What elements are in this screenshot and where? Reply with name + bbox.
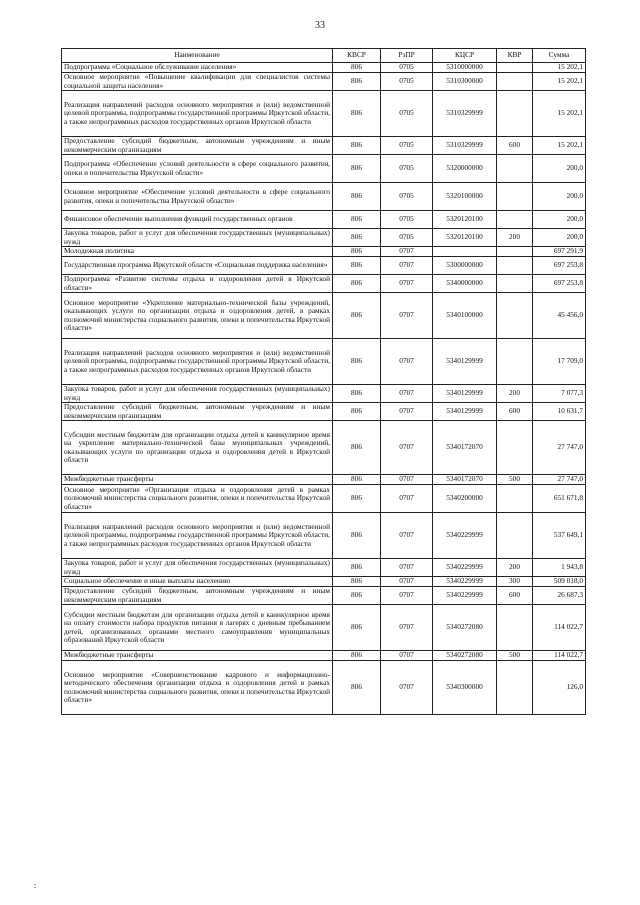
row-name-cell: Основное мероприятие «Укрепление материально-технической базы учреждений, оказывающих услуги по организации отдыха и оздоровления детей, в рамках полномочий министерства социального развития, опеки и попечительства Иркутской области» — [62, 293, 333, 339]
row-sum-cell: 200,0 — [533, 211, 586, 229]
row-kcsr-cell: 5340100000 — [433, 293, 497, 339]
row-kcsr-cell: 5310300000 — [433, 73, 497, 91]
row-kvr-cell: 600 — [497, 137, 533, 155]
row-kvsr-cell: 806 — [333, 229, 381, 247]
row-sum-cell: 10 631,7 — [533, 403, 586, 421]
row-kvsr-cell: 806 — [333, 475, 381, 485]
table-row — [62, 257, 586, 275]
table-row — [62, 661, 586, 715]
row-rzpr-cell: 0705 — [381, 211, 433, 229]
row-kvsr-cell: 806 — [333, 91, 381, 137]
row-kvr-cell — [497, 257, 533, 275]
row-kvr-cell — [497, 293, 533, 339]
table-row — [62, 651, 586, 661]
row-kvr-cell — [497, 63, 533, 73]
row-sum-cell: 651 671,8 — [533, 485, 586, 513]
row-rzpr-cell: 0705 — [381, 63, 433, 73]
row-sum-cell: 200,0 — [533, 183, 586, 211]
row-rzpr-cell: 0707 — [381, 485, 433, 513]
row-sum-cell: 537 649,1 — [533, 513, 586, 559]
table-row — [62, 339, 586, 385]
row-rzpr-cell: 0705 — [381, 229, 433, 247]
row-kcsr-cell: 5320000000 — [433, 155, 497, 183]
row-kvsr-cell: 806 — [333, 403, 381, 421]
row-kvr-cell — [497, 91, 533, 137]
row-name-cell: Субсидии местным бюджетам для организации отдыха детей в каникулярное время на оплату стоимости набора продуктов питания в лагерях с дневным пребыванием детей, организованных органами местного самоуправления муниципальных образований Иркутской области — [62, 605, 333, 651]
table-row — [62, 605, 586, 651]
row-kvsr-cell: 806 — [333, 421, 381, 475]
row-name-cell: Реализация направлений расходов основного мероприятия и (или) ведомственной целевой программы, подпрограммы государственной программы Иркутской области, а также непрограммных расходов государственных органов Иркутской области — [62, 91, 333, 137]
row-rzpr-cell: 0707 — [381, 293, 433, 339]
row-sum-cell: 15 202,1 — [533, 73, 586, 91]
header-sum: Сумма — [533, 49, 586, 63]
row-sum-cell: 697 253,8 — [533, 257, 586, 275]
row-kcsr-cell: 5300000000 — [433, 257, 497, 275]
row-kvsr-cell: 806 — [333, 257, 381, 275]
header-kvr: КВР — [497, 49, 533, 63]
row-kcsr-cell: 5340229999 — [433, 559, 497, 577]
row-rzpr-cell: 0707 — [381, 513, 433, 559]
table-row — [62, 513, 586, 559]
row-name-cell: Государственная программа Иркутской области «Социальная поддержка населения» — [62, 257, 333, 275]
row-sum-cell: 15 202,1 — [533, 63, 586, 73]
table-row — [62, 229, 586, 247]
table-row — [62, 137, 586, 155]
row-rzpr-cell: 0705 — [381, 137, 433, 155]
table-row — [62, 587, 586, 605]
row-name-cell: Подпрограмма «Обеспечение условий деятельности в сфере социального развития, опеки и попечительства Иркутской области» — [62, 155, 333, 183]
row-kvr-cell — [497, 73, 533, 91]
row-kvr-cell: 600 — [497, 403, 533, 421]
row-sum-cell: 200,0 — [533, 155, 586, 183]
row-kvsr-cell: 806 — [333, 651, 381, 661]
row-rzpr-cell: 0705 — [381, 155, 433, 183]
table-row — [62, 63, 586, 73]
row-kvsr-cell: 806 — [333, 485, 381, 513]
row-kcsr-cell: 5340229999 — [433, 513, 497, 559]
row-kvsr-cell: 806 — [333, 73, 381, 91]
row-kcsr-cell: 5340200000 — [433, 485, 497, 513]
row-sum-cell: 1 943,8 — [533, 559, 586, 577]
row-kcsr-cell: 5310329999 — [433, 137, 497, 155]
table-row — [62, 73, 586, 91]
table-row — [62, 485, 586, 513]
table-row — [62, 183, 586, 211]
row-name-cell: Закупка товаров, работ и услуг для обеспечения государственных (муниципальных) нужд — [62, 385, 333, 403]
row-kvr-cell: 600 — [497, 587, 533, 605]
row-kvsr-cell: 806 — [333, 339, 381, 385]
row-name-cell: Молодежная политика — [62, 247, 333, 257]
header-kcsr: КЦСР — [433, 49, 497, 63]
header-kvsr: КВСР — [333, 49, 381, 63]
row-rzpr-cell: 0707 — [381, 559, 433, 577]
row-rzpr-cell: 0707 — [381, 275, 433, 293]
row-name-cell: Подпрограмма «Развитие системы отдыха и оздоровления детей в Иркутской области» — [62, 275, 333, 293]
row-kvr-cell — [497, 513, 533, 559]
row-kvsr-cell: 806 — [333, 605, 381, 651]
row-sum-cell: 509 018,0 — [533, 577, 586, 587]
row-kvr-cell: 500 — [497, 651, 533, 661]
row-kcsr-cell: 5340129999 — [433, 339, 497, 385]
row-sum-cell: 27 747,0 — [533, 475, 586, 485]
row-kcsr-cell: 5340272080 — [433, 651, 497, 661]
row-kvr-cell — [497, 247, 533, 257]
row-kcsr-cell: 5340300000 — [433, 661, 497, 715]
row-name-cell: Основное мероприятие «Организация отдыха и оздоровления детей в рамках полномочий министерства социального развития, опеки и попечительства Иркутской области» — [62, 485, 333, 513]
row-rzpr-cell: 0707 — [381, 257, 433, 275]
row-kvsr-cell: 806 — [333, 183, 381, 211]
table-row — [62, 155, 586, 183]
table-row — [62, 577, 586, 587]
header-name: Наименование — [62, 49, 333, 63]
row-name-cell: Подпрограмма «Социальное обслуживание населения» — [62, 63, 333, 73]
row-rzpr-cell: 0707 — [381, 577, 433, 587]
row-kvr-cell — [497, 155, 533, 183]
table-row — [62, 247, 586, 257]
row-name-cell: Субсидии местным бюджетам для организации отдыха детей в каникулярное время на укрепление материально-технической базы муниципальных учреждений, оказывающих услуги по организации отдыха и оздоровления детей в Иркутской области — [62, 421, 333, 475]
row-rzpr-cell: 0705 — [381, 73, 433, 91]
row-sum-cell: 7 077,3 — [533, 385, 586, 403]
row-kvsr-cell: 806 — [333, 275, 381, 293]
row-sum-cell: 126,0 — [533, 661, 586, 715]
table-row — [62, 559, 586, 577]
row-rzpr-cell: 0705 — [381, 183, 433, 211]
row-kvsr-cell: 806 — [333, 293, 381, 339]
row-kvr-cell — [497, 339, 533, 385]
table-body — [62, 63, 586, 715]
row-kcsr-cell: 5340129999 — [433, 385, 497, 403]
row-kvsr-cell: 806 — [333, 559, 381, 577]
row-rzpr-cell: 0707 — [381, 587, 433, 605]
table-row — [62, 421, 586, 475]
row-sum-cell: 26 687,3 — [533, 587, 586, 605]
row-kvr-cell — [497, 275, 533, 293]
row-sum-cell: 697 253,8 — [533, 275, 586, 293]
row-kvsr-cell: 806 — [333, 247, 381, 257]
row-kvr-cell — [497, 661, 533, 715]
row-kcsr-cell: 5340172070 — [433, 475, 497, 485]
row-rzpr-cell: 0705 — [381, 91, 433, 137]
row-rzpr-cell: 0707 — [381, 475, 433, 485]
row-name-cell: Закупка товаров, работ и услуг для обеспечения государственных (муниципальных) нужд — [62, 229, 333, 247]
row-sum-cell: 27 747,0 — [533, 421, 586, 475]
table-row — [62, 403, 586, 421]
row-sum-cell: 114 022,7 — [533, 605, 586, 651]
table-row — [62, 475, 586, 485]
row-kvsr-cell: 806 — [333, 137, 381, 155]
row-kvsr-cell: 806 — [333, 385, 381, 403]
row-kcsr-cell: 5310329999 — [433, 91, 497, 137]
row-name-cell: Закупка товаров, работ и услуг для обеспечения государственных (муниципальных) нужд — [62, 559, 333, 577]
row-kvsr-cell: 806 — [333, 155, 381, 183]
row-name-cell: Финансовое обеспечение выполнения функций государственных органов — [62, 211, 333, 229]
row-sum-cell: 17 709,0 — [533, 339, 586, 385]
row-kvsr-cell: 806 — [333, 63, 381, 73]
row-kcsr-cell: 5340000000 — [433, 275, 497, 293]
row-kvsr-cell: 806 — [333, 513, 381, 559]
row-kcsr-cell: 5310000000 — [433, 63, 497, 73]
row-name-cell: Предоставление субсидий бюджетным, автономным учреждениям и иным некоммерческим организациям — [62, 403, 333, 421]
row-kvr-cell: 200 — [497, 559, 533, 577]
row-rzpr-cell: 0707 — [381, 339, 433, 385]
scan-marks — [34, 884, 37, 892]
row-name-cell: Основное мероприятие «Совершенствование кадрового и информационно-методического обеспечения организации отдыха и оздоровления детей в рамках полномочий министерства социального развития, опеки и попечительства Иркутской области» — [62, 661, 333, 715]
header-rzpr: РзПР — [381, 49, 433, 63]
row-kcsr-cell: 5340229999 — [433, 587, 497, 605]
row-sum-cell: 114 022,7 — [533, 651, 586, 661]
row-name-cell: Реализация направлений расходов основного мероприятия и (или) ведомственной целевой программы, подпрограммы государственной программы Иркутской области, а также непрограммных расходов государственных органов Иркутской области — [62, 339, 333, 385]
row-kcsr-cell: 5340272080 — [433, 605, 497, 651]
row-name-cell: Межбюджетные трансферты — [62, 651, 333, 661]
row-kcsr-cell: 5340129999 — [433, 403, 497, 421]
row-name-cell: Основное мероприятие «Повышение квалификации для специалистов системы социальной защиты населения» — [62, 73, 333, 91]
page-number: 33 — [315, 20, 325, 31]
row-kvsr-cell: 806 — [333, 661, 381, 715]
row-kcsr-cell: 5320100000 — [433, 183, 497, 211]
row-kvsr-cell: 806 — [333, 577, 381, 587]
row-kcsr-cell: 5340229999 — [433, 577, 497, 587]
row-rzpr-cell: 0707 — [381, 651, 433, 661]
row-name-cell: Предоставление субсидий бюджетным, автономным учреждениям и иным некоммерческим организациям — [62, 587, 333, 605]
row-kvsr-cell: 806 — [333, 587, 381, 605]
row-kvr-cell — [497, 605, 533, 651]
row-kvsr-cell: 806 — [333, 211, 381, 229]
row-kvr-cell: 200 — [497, 229, 533, 247]
row-name-cell: Социальное обеспечение и иные выплаты населению — [62, 577, 333, 587]
row-name-cell: Основное мероприятие «Обеспечение условий деятельности в сфере социального развития, опеки и попечительства Иркутской области» — [62, 183, 333, 211]
row-sum-cell: 45 456,0 — [533, 293, 586, 339]
table-row — [62, 91, 586, 137]
row-name-cell: Межбюджетные трансферты — [62, 475, 333, 485]
row-rzpr-cell: 0707 — [381, 385, 433, 403]
row-kcsr-cell — [433, 247, 497, 257]
row-sum-cell: 200,0 — [533, 229, 586, 247]
row-kvr-cell — [497, 485, 533, 513]
row-kvr-cell: 200 — [497, 385, 533, 403]
table-header-row — [62, 49, 586, 63]
row-kvr-cell — [497, 421, 533, 475]
row-sum-cell: 697 291,9 — [533, 247, 586, 257]
row-sum-cell: 15 202,1 — [533, 91, 586, 137]
row-rzpr-cell: 0707 — [381, 247, 433, 257]
row-rzpr-cell: 0707 — [381, 605, 433, 651]
table-row — [62, 275, 586, 293]
row-rzpr-cell: 0707 — [381, 661, 433, 715]
row-rzpr-cell: 0707 — [381, 403, 433, 421]
table-row — [62, 211, 586, 229]
row-kcsr-cell: 5340172070 — [433, 421, 497, 475]
budget-table — [61, 48, 586, 715]
row-name-cell: Реализация направлений расходов основного мероприятия и (или) ведомственной целевой программы, подпрограммы государственной программы Иркутской области, а также непрограммных расходов государственных органов Иркутской области — [62, 513, 333, 559]
row-sum-cell: 15 202,1 — [533, 137, 586, 155]
row-name-cell: Предоставление субсидий бюджетным, автономным учреждениям и иным некоммерческим организациям — [62, 137, 333, 155]
table-row — [62, 385, 586, 403]
row-kvr-cell — [497, 211, 533, 229]
row-kvr-cell: 500 — [497, 475, 533, 485]
row-kvr-cell: 300 — [497, 577, 533, 587]
table-row — [62, 293, 586, 339]
row-rzpr-cell: 0707 — [381, 421, 433, 475]
row-kcsr-cell: 5320120100 — [433, 229, 497, 247]
row-kcsr-cell: 5320120100 — [433, 211, 497, 229]
row-kvr-cell — [497, 183, 533, 211]
